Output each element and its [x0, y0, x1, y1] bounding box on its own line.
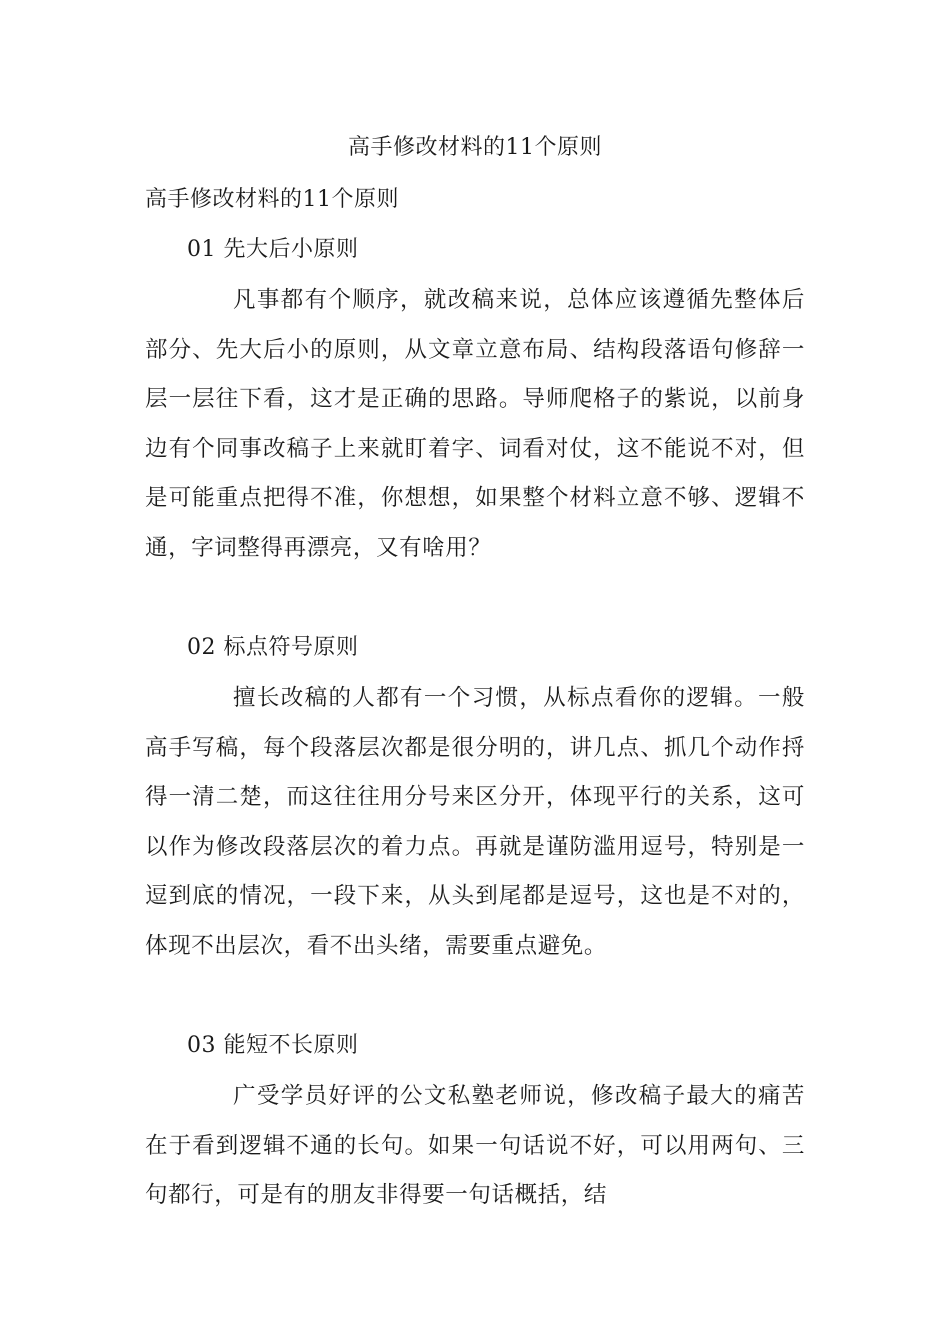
- section-heading-2: 02 标点符号原则: [187, 635, 359, 660]
- section-body-2: 擅长改稿的人都有一个习惯，从标点看你的逻辑。一般高手写稿，每个段落层次都是很分明的，讲几点、抓几个动作捋得一清二楚，而这往往用分号来区分开，体现平行的关系，这可以作为修改段落层次的着力点。再就是谨防滥用逗号，特别是一逗到底的情况，一段下来，从头到尾都是逗号，这也是不对的，体现不出层次，看不出头绪，需要重点避免。: [145, 685, 805, 959]
- document-subtitle: 高手修改材料的11个原则: [145, 187, 399, 212]
- section-heading-1: 01 先大后小原则: [187, 237, 359, 262]
- section-body-3: 广受学员好评的公文私塾老师说，修改稿子最大的痛苦在于看到逻辑不通的长句。如果一句话说不好，可以用两句、三句都行，可是有的朋友非得要一句话概括，结: [145, 1083, 805, 1209]
- document-title: 高手修改材料的11个原则: [348, 135, 602, 160]
- section-body-1: 凡事都有个顺序，就改稿来说，总体应该遵循先整体后部分、先大后小的原则，从文章立意布局、结构段落语句修辞一层一层往下看，这才是正确的思路。导师爬格子的紫说，以前身边有个同事改稿子上来就盯着字、词看对仗，这不能说不对，但是可能重点把得不准，你想想，如果整个材料立意不够、逻辑不通，字词整得再漂亮，又有啥用？: [145, 287, 805, 561]
- section-heading-3: 03 能短不长原则: [187, 1033, 359, 1058]
